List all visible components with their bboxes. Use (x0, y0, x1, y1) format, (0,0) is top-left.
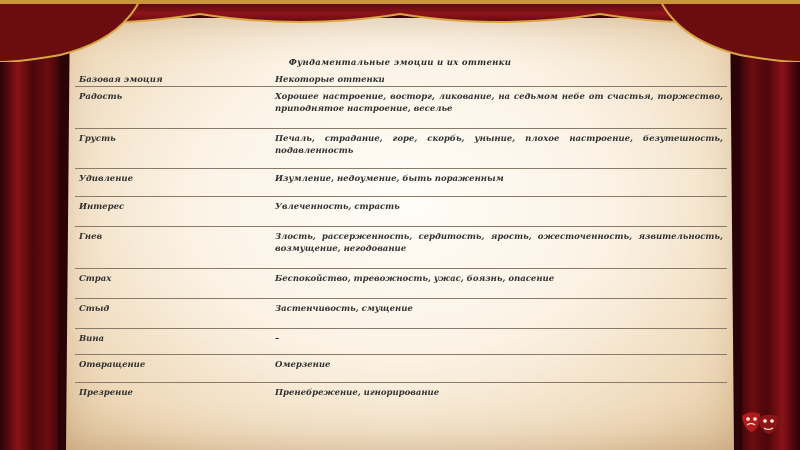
shades-cell: Печаль, страдание, горе, скорбь, уныние, плохое настроение, безутешность, подавленность (275, 134, 723, 156)
emotion-cell: Страх (79, 274, 112, 284)
shades-cell: Злость, рассерженность, сердитость, ярость, ожесточенность, язвительность, возмущение, негодование (275, 232, 723, 254)
table-row (75, 269, 727, 299)
shades-cell: Хорошее настроение, восторг, ликование, на седьмом небе от счастья, торжество, приподнятое настроение, веселье (275, 92, 723, 114)
shades-cell: Омерзение (275, 360, 331, 370)
shades-cell: Застенчивость, смущение (275, 304, 413, 314)
emotion-cell: Радость (79, 92, 123, 102)
shades-cell: Пренебрежение, игнорирование (275, 388, 440, 398)
shades-cell: – (275, 334, 280, 344)
emotion-cell: Гнев (79, 232, 103, 242)
table-row (75, 329, 727, 355)
table-row (75, 299, 727, 329)
emotion-cell: Отвращение (79, 360, 146, 370)
theater-mask-icon (738, 408, 782, 438)
header-shades: Некоторые оттенки (275, 75, 385, 85)
shades-cell: Изумление, недоумение, быть пораженным (275, 174, 504, 184)
table-row (75, 383, 727, 405)
shades-cell: Беспокойство, тревожность, ужас, боязнь, опасение (275, 274, 555, 284)
table-title: Фундаментальные эмоции и их оттенки (288, 58, 512, 68)
emotion-cell: Удивление (79, 174, 133, 184)
table-row (75, 227, 727, 269)
emotion-cell: Стыд (79, 304, 110, 314)
emotion-cell: Грусть (79, 134, 116, 144)
table-row (75, 169, 727, 197)
shades-cell: Увлеченность, страсть (275, 202, 400, 212)
emotions-table (75, 70, 727, 405)
table-row (75, 87, 727, 129)
table-header-row (75, 70, 727, 87)
emotion-cell: Презрение (79, 388, 133, 398)
header-emotion: Базовая эмоция (79, 75, 163, 85)
emotion-cell: Интерес (79, 202, 125, 212)
table-row (75, 197, 727, 227)
table-row (75, 129, 727, 169)
emotion-cell: Вина (79, 334, 105, 344)
table-row (75, 355, 727, 383)
